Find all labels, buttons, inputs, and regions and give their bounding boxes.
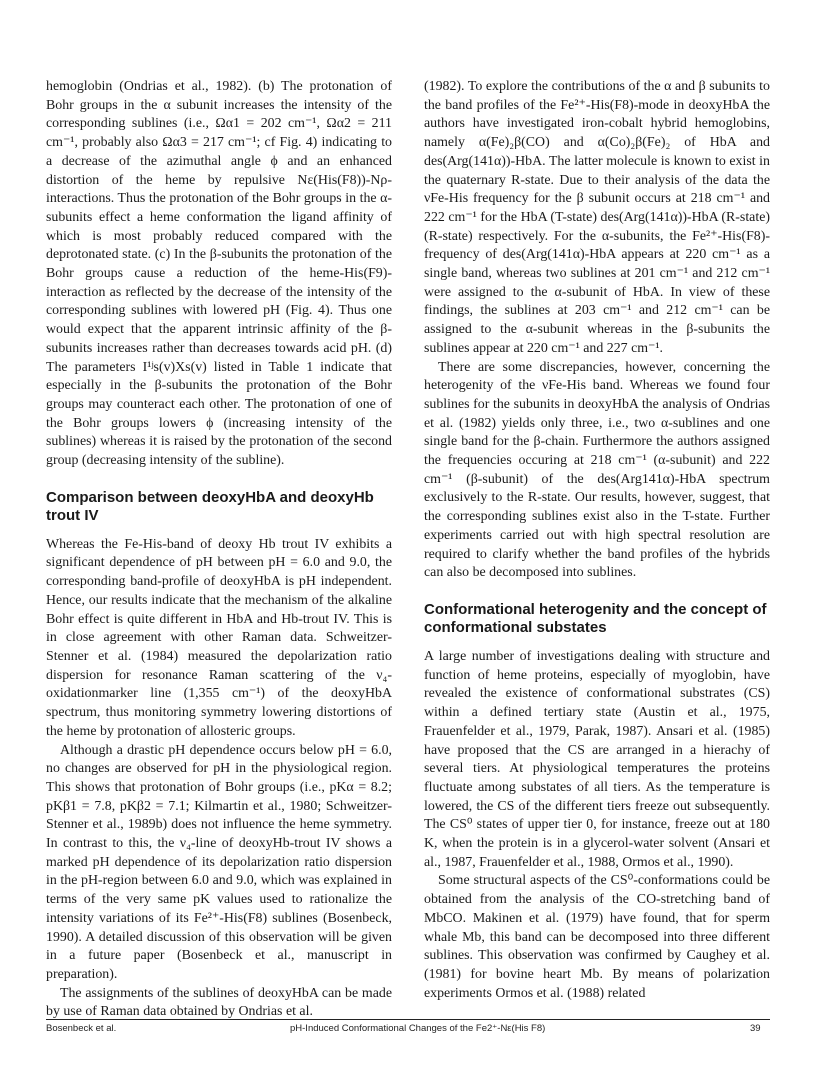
page-number: 39 <box>750 1023 761 1034</box>
left-column <box>46 78 392 1022</box>
paragraph: Some structural aspects of the CS⁰-conformations could be obtained from the analysis of the CO-stretching band of MbCO. Makinen et al. (1979) have found, that for sperm whale Mb, this band can be decomposed into three different sublines. This observation was confirmed by Caughey et al. (1981) for bovine heart Mb. By means of polarization experiments Ormos et al. (1988) related <box>424 873 770 1001</box>
paragraph: Whereas the Fe-His-band of deoxy Hb trout IV exhibits a significant dependence of pH between pH = 6.0 and 9.0, the corresponding band-profile of deoxyHbA is pH independent. Hence, our results indicate that the mechanism of the alkaline Bohr effect is quite different in HbA and Hb-trout IV. This is in close agreement with other Raman data. Schweitzer-Stenner et al. (1984) measured the depolarization ratio dispersion for resonance Raman scattering of the ν₄-oxidationmarker line (1,355 cm⁻¹) of the deoxyHbA spectrum, thus monitoring symmetry lowering distortions of the heme by protonation of allosteric groups. <box>46 536 392 739</box>
paragraph: (1982). To explore the contributions of the α and β subunits to the band profiles of the Fe²⁺-His(F8)-mode in deoxyHbA the authors have investigated iron-cobalt hybrid hemoglobins, namely α(Fe)₂β(CO) and α(Co)₂β(Fe)₂ of HbA and des(Arg(141α))-HbA. The latter molecule is known to exist in the quaternary R-state. Due to their analysis of the data the νFe-His frequency for the β subunit occurs at 218 cm⁻¹ and 222 cm⁻¹ for the HbA (T-state) des(Arg(141α))-HbA (R-state) (R-state) respectively. For the α-subunits, the Fe²⁺-His(F8)-frequency of des(Arg(141α)-HbA appears at 220 cm⁻¹ as a single band, whereas two sublines at 201 cm⁻¹ and 212 cm⁻¹ were assigned to the α-subunit of HbA. In view of these findings, the sublines at 203 cm⁻¹ and 212 cm⁻¹ can be assigned to the α-subunit whereas in the β-subunits the sublines appear at 220 cm⁻¹ and 227 cm⁻¹. <box>424 79 770 356</box>
footer-running-title: pH-Induced Conformational Changes of the Fe2⁺-Nε(His F8) <box>290 1023 546 1034</box>
paragraph: There are some discrepancies, however, concerning the heterogenity of the νFe-His band. Whereas we found four sublines for the subunits in deoxyHbA the analysis of Ondrias et al. (1982) yields only three, i.e., two α-sublines and one single band for the β-chain. Furthermore the authors assigned the frequencies occuring at 218 cm⁻¹ (α-subunit) and 222 cm⁻¹ (β-subunit) of the des(Arg141α)-HbA spectrum exclusively to the R-state. Our results, however, suggest, that the corresponding sublines exist also in the T-state. Further experiments carried out with high spectral resolution are required to clarify whether the band profiles of the hybrids can also be decomposed into sublines. <box>424 359 770 581</box>
footer-rule <box>46 1019 770 1020</box>
paragraph: hemoglobin (Ondrias et al., 1982). (b) The protonation of Bohr groups in the α subunit increases the intensity of the corresponding sublines (i.e., Ωα1 = 202 cm⁻¹, Ωα2 = 211 cm⁻¹, probably also Ωα3 = 217 cm⁻¹; cf Fig. 4) indicating to a decrease of the azimuthal angle ϕ and an enhanced distortion of the heme by repulsive Nε(His(F8))-Nρ-interactions. Thus the protonation of the Bohr groups in the α-subunits effect a heme conformation the ligand affinity of which is most probably reduced compared with the deprotonated state. (c) In the β-subunits the protonation of the Bohr groups cause a reduction of the heme-His(F9)-interaction as reflected by the decrease of the intensity of the corresponding sublines with lowered pH (Fig. 4). Thus one would expect that the apparent intrinsic affinity of the β-subunits increases rather than decreases towards acid pH. (d) The parameters I¹ʲs(v)Xs(v) listed in Table 1 indicate that especially in the β-subunits the protonation of the Bohr groups may counteract each other. The protonation of one of the Bohr groups lowers ϕ (increasing intensity of the sublines) whereas it is raised by the protonation of the second group (decreasing intensity of the subline). <box>46 79 392 469</box>
paragraph: Although a drastic pH dependence occurs below pH = 6.0, no changes are observed for pH in the physiological region. This shows that protonation of Bohr groups (i.e., pKα = 8.2; pKβ1 = 7.8, pKβ2 = 7.1; Kilmartin et al., 1980; Schweitzer-Stenner et al., 1989b) does not influence the heme symmetry. In contrast to this, the ν₄-line of deoxyHb-trout IV shows a marked pH dependence of its depolarization ratio dispersion in the pH-region between 6.0 and 9.0, which was explained in terms of the very same pK values used to rationalize the intensity variations of its Fe²⁺-His(F8) sublines (Bosenbeck, 1990). A detailed discussion of this observation will be given in a future paper (Bosenbeck et al., manuscript in preparation). <box>46 742 392 982</box>
paragraph: The assignments of the sublines of deoxyHbA can be made by use of Raman data obtained by Ondrias et al. <box>46 985 392 1020</box>
section-heading: Comparison between deoxyHbA and deoxyHb trout IV <box>46 488 374 525</box>
paragraph: A large number of investigations dealing with structure and function of heme proteins, especially of myoglobin, have revealed the existence of conformational substrates (CS) within a defined tertiary state (Austin et al., 1975, Frauenfelder et al., 1979, Parak, 1987). Ansari et al. (1985) have proposed that the CS are arranged in a hierachy of several tiers. At physiological temperatures the proteins fluctuate among substates of all tiers. As the temperature is lowered, the CS of the different tiers freeze out subsequently. The CS⁰ states of upper tier 0, for instance, freeze out at 180 K, when the protein is in a glycerol-water solvent (Ansari et al., 1987, Frauenfelder et al., 1988, Ormos et al., 1990). <box>424 648 770 870</box>
footer-authors: Bosenbeck et al. <box>46 1023 117 1034</box>
right-column <box>424 78 770 1003</box>
section-heading: Conformational heterogenity and the concept of conformational substates <box>424 600 767 637</box>
